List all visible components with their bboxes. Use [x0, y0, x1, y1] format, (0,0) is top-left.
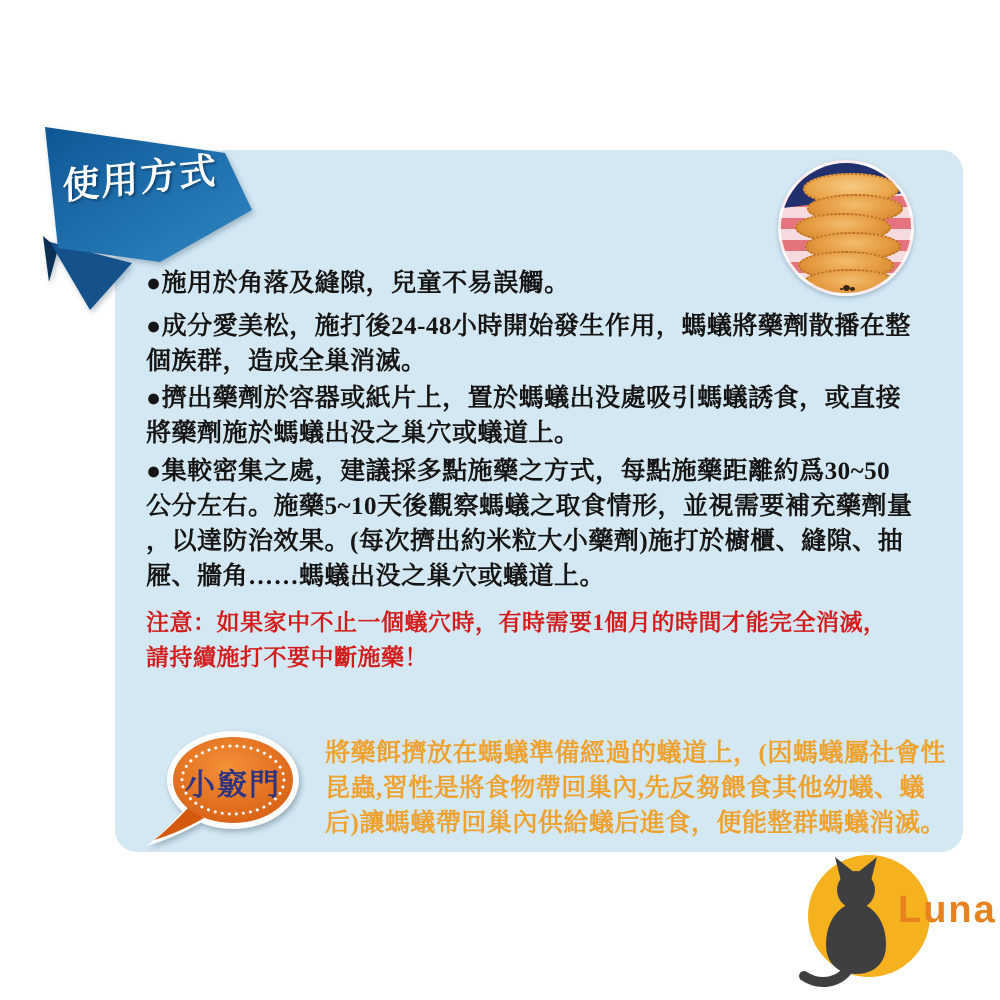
section-title: 使用方式	[62, 150, 219, 209]
tip-line: 昆蟲,習性是將食物帶回巢內,先反芻餵食其他幼蟻、蟻	[325, 775, 926, 802]
tip-bubble-label: 小竅門	[185, 769, 281, 802]
ribbon-fold-dark	[43, 236, 58, 282]
tip-line: 后)讓螞蟻帶回巢內供給蟻后進食，便能整群螞蟻消滅。	[325, 810, 946, 837]
bullet-line: 公分左右。施藥5~10天後觀察螞蟻之取食情形，並視需要補充藥劑量	[146, 493, 913, 520]
bullet-line: 將藥劑施於螞蟻出没之巢穴或蟻道上。	[146, 420, 580, 447]
cracker-icon	[802, 269, 898, 296]
brand-name: Luna	[898, 889, 997, 931]
bullet-line: 個族群，造成全巢消滅。	[146, 348, 427, 375]
bullet-line: ●擠出藥劑於容器或紙片上，置於螞蟻出没處吸引螞蟻誘食，或直接	[146, 385, 902, 412]
warning-line: 注意：如果家中不止一個蟻穴時，有時需要1個月的時間才能完全消滅，	[146, 610, 887, 635]
bullet-line: ●成分愛美松，施打後24-48小時開始發生作用，螞蟻將藥劑散播在整	[146, 313, 911, 340]
tip-line: 將藥餌擠放在螞蟻準備經過的蟻道上，(因螞蟻屬社會性	[325, 740, 946, 767]
bullet-line: 屜、牆角……螞蟻出没之巢穴或蟻道上。	[146, 563, 606, 590]
bullet-line: ，以達防治效果。(每次擠出約米粒大小藥劑)施打於櫥櫃、縫隙、抽	[146, 528, 904, 555]
crackers-photo	[778, 160, 914, 296]
warning-line: 請持續施打不要中斷施藥！	[146, 645, 428, 670]
ant-icon	[843, 285, 850, 291]
bullet-line: ●施用於角落及縫隙，兒童不易誤觸。	[146, 270, 570, 297]
bullet-line: ●集較密集之處，建議採多點施藥之方式，每點施藥距離約爲30~50	[146, 458, 891, 485]
